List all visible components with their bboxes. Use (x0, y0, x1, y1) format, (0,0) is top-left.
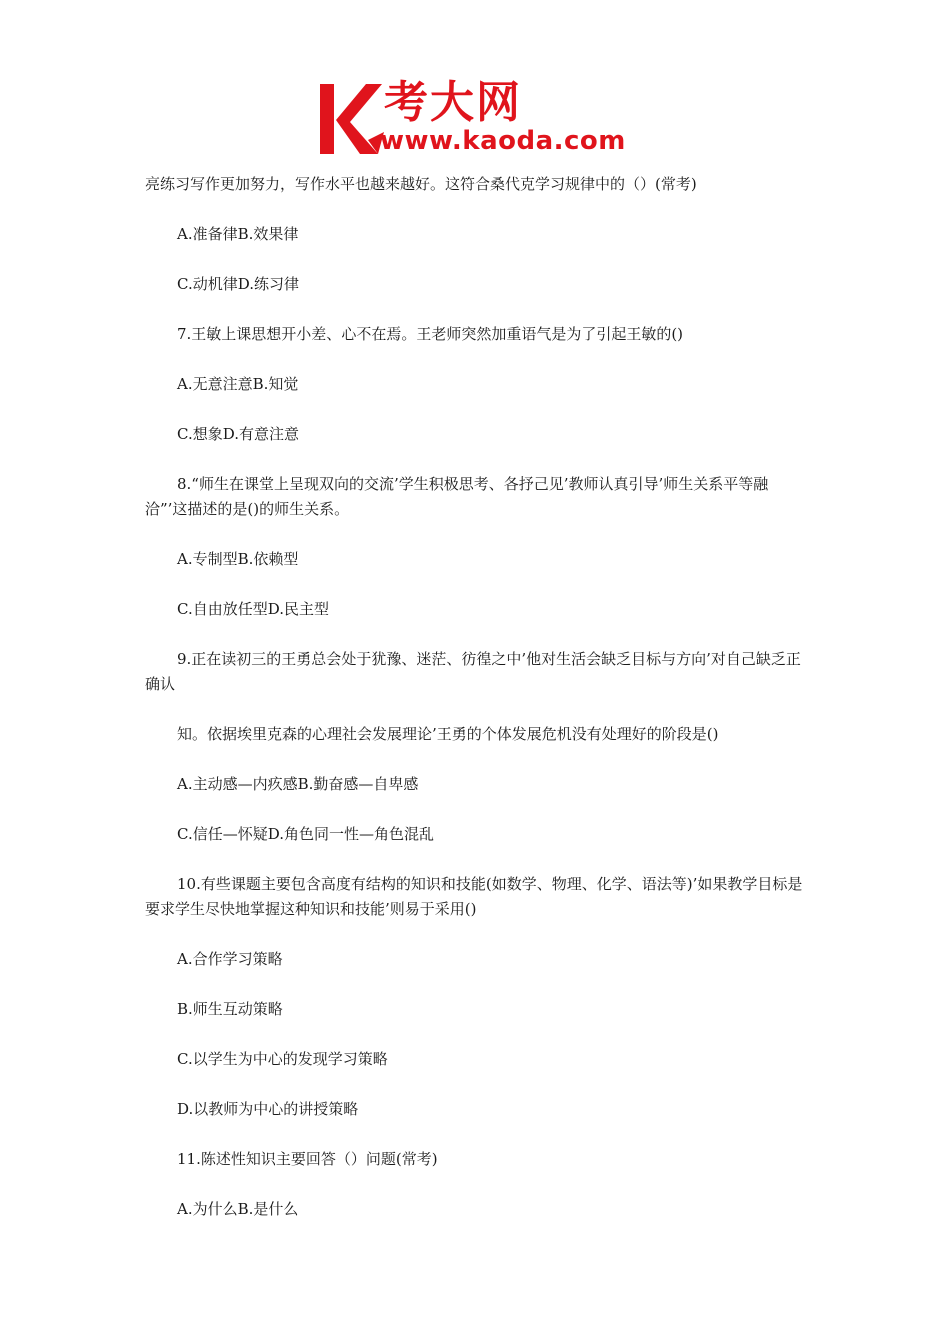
logo-url-text: www.kaoda.com (380, 126, 626, 156)
question-text-continued: 知。依据埃里克森的心理社会发展理论’王勇的个体发展危机没有处理好的阶段是() (177, 725, 719, 743)
answer-option: A.合作学习策略 (177, 950, 283, 968)
answer-option: B.师生互动策略 (177, 1000, 283, 1018)
answer-option: A.专制型B.依赖型 (177, 550, 299, 568)
question-text: 9.正在读初三的王勇总会处于犹豫、迷茫、彷徨之中’他对生活会缺乏目标与方向’对自己缺乏正确认 (145, 650, 801, 693)
answer-option: C.以学生为中心的发现学习策略 (177, 1050, 388, 1068)
question-text: 8.“师生在课堂上呈现双向的交流’学生积极思考、各抒己见’教师认真引导’师生关系平等融洽”’这描述的是()的师生关系。 (145, 475, 769, 518)
answer-option: A.无意注意B.知觉 (177, 375, 299, 393)
answer-option: A.准备律B.效果律 (177, 225, 299, 243)
k-logo-icon (318, 80, 388, 156)
answer-option: C.自由放任型D.民主型 (177, 600, 329, 618)
question-text: 10.有些课题主要包含高度有结构的知识和技能(如数学、物理、化学、语法等)’如果教学目标是要求学生尽快地掌握这种知识和技能’则易于采用() (145, 875, 803, 918)
answer-option: C.信任—怀疑D.角色同一性—角色混乱 (177, 825, 434, 843)
question-text: 亮练习写作更加努力，写作水平也越来越好。这符合桑代克学习规律中的（）(常考) (145, 175, 697, 193)
answer-option: C.想象D.有意注意 (177, 425, 299, 443)
logo-brand-text: 考大网 (384, 77, 522, 128)
document-body (145, 172, 810, 1247)
answer-option: C.动机律D.练习律 (177, 275, 299, 293)
question-text: 11.陈述性知识主要回答（）问题(常考) (177, 1150, 438, 1168)
answer-option: D.以教师为中心的讲授策略 (177, 1100, 359, 1118)
question-text: 7.王敏上课思想开小差、心不在焉。王老师突然加重语气是为了引起王敏的() (177, 325, 684, 343)
answer-option: A.为什么B.是什么 (177, 1200, 299, 1218)
answer-option: A.主动感—内疚感B.勤奋感—自卑感 (177, 775, 419, 793)
kaoda-logo (318, 78, 638, 158)
